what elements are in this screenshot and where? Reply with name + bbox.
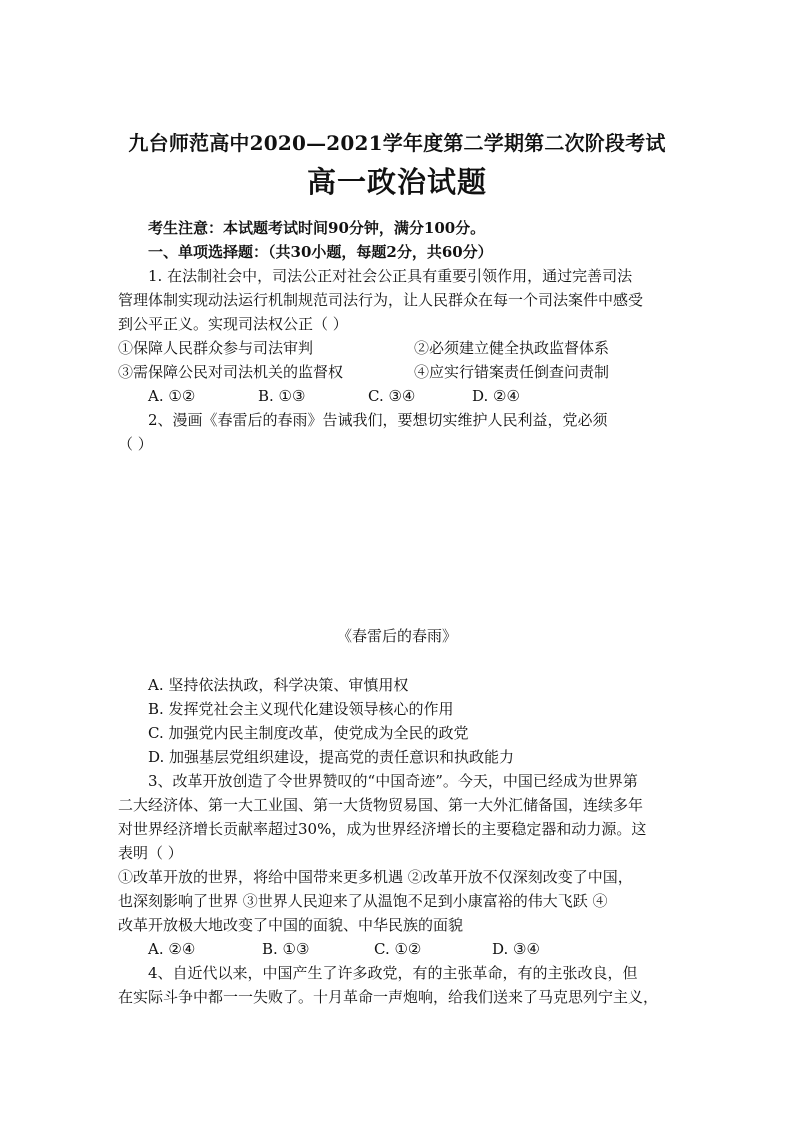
cartoon-image-placeholder (118, 462, 676, 612)
q3-line-5: ①改革开放的世界，将给中国带来更多机遇 ②改革开放不仅深刻改变了中国， (118, 868, 633, 886)
q3-line-6: 也深刻影响了世界 ③世界人民迎来了从温饱不足到小康富裕的伟大飞跃 ④ (118, 892, 608, 910)
q2-choice-b: B. 发挥党社会主义现代化建设领导核心的作用 (148, 700, 454, 718)
q3-line-7: 改革开放极大地改变了中国的面貌、中华民族的面貌 (118, 916, 464, 934)
q3-choice-c: C. ①② (374, 940, 422, 958)
q3-choice-d: D. ③④ (492, 940, 540, 958)
q3-choice-a: A. ②④ (148, 940, 196, 958)
q1-option-1: ①保障人民群众参与司法审判 (118, 339, 314, 357)
q4-line-2: 在实际斗争中都一一失败了。十月革命一声炮响，给我们送来了马克思列宁主义， (118, 988, 659, 1006)
q1-choice-a: A. ①② (148, 387, 196, 405)
q1-line-2: 管理体制实现动法运行机制规范司法行为，让人民群众在每一个司法案件中感受 (118, 291, 644, 309)
exam-subtitle: 高一政治试题 (306, 165, 487, 199)
q2-line-2: （ ） (118, 435, 153, 453)
q2-line-1: 2、漫画《春雷后的春雨》告诫我们，要想切实维护人民利益，党必须 (148, 411, 608, 429)
q1-option-4: ④应实行错案责任倒查问责制 (414, 363, 610, 381)
q4-line-1: 4、自近代以来，中国产生了许多政党，有的主张革命，有的主张改良，但 (148, 964, 638, 982)
q1-choice-c: C. ③④ (368, 387, 416, 405)
q1-choice-b: B. ①③ (258, 387, 306, 405)
exam-notice: 考生注意：本试题考试时间90分钟，满分100分。 (148, 219, 486, 237)
q2-choice-c: C. 加强党内民主制度改革，使党成为全民的政党 (148, 724, 469, 742)
q1-line-1: 1. 在法制社会中，司法公正对社会公正具有重要引领作用，通过完善司法 (148, 267, 633, 285)
q1-option-3: ③需保障公民对司法机关的监督权 (118, 363, 344, 381)
section-heading: 一、单项选择题：（共30小题，每题2分，共60分） (148, 243, 493, 261)
q1-choice-d: D. ②④ (472, 387, 520, 405)
q2-choice-d: D. 加强基层党组织建设，提高党的责任意识和执政能力 (148, 748, 515, 766)
exam-title: 九台师范高中2020—2021学年度第二学期第二次阶段考试 (128, 131, 666, 155)
q3-line-3: 对世界经济增长贡献率超过30%，成为世界经济增长的主要稳定器和动力源。这 (118, 820, 647, 838)
q3-line-4: 表明（ ） (118, 844, 183, 862)
q3-line-2: 二大经济体、第一大工业国、第一大货物贸易国、第一大外汇储备国，连续多年 (118, 796, 644, 814)
q3-line-1: 3、改革开放创造了令世界赞叹的“中国奇迹”。今天，中国已经成为世界第 (148, 772, 638, 790)
q2-choice-a: A. 坚持依法执政，科学决策、审慎用权 (148, 676, 409, 694)
cartoon-caption: 《春雷后的春雨》 (336, 627, 457, 645)
q1-line-3: 到公平正义。实现司法权公正（ ） (118, 315, 348, 333)
q1-option-2: ②必须建立健全执政监督体系 (414, 339, 610, 357)
q3-choice-b: B. ①③ (262, 940, 310, 958)
